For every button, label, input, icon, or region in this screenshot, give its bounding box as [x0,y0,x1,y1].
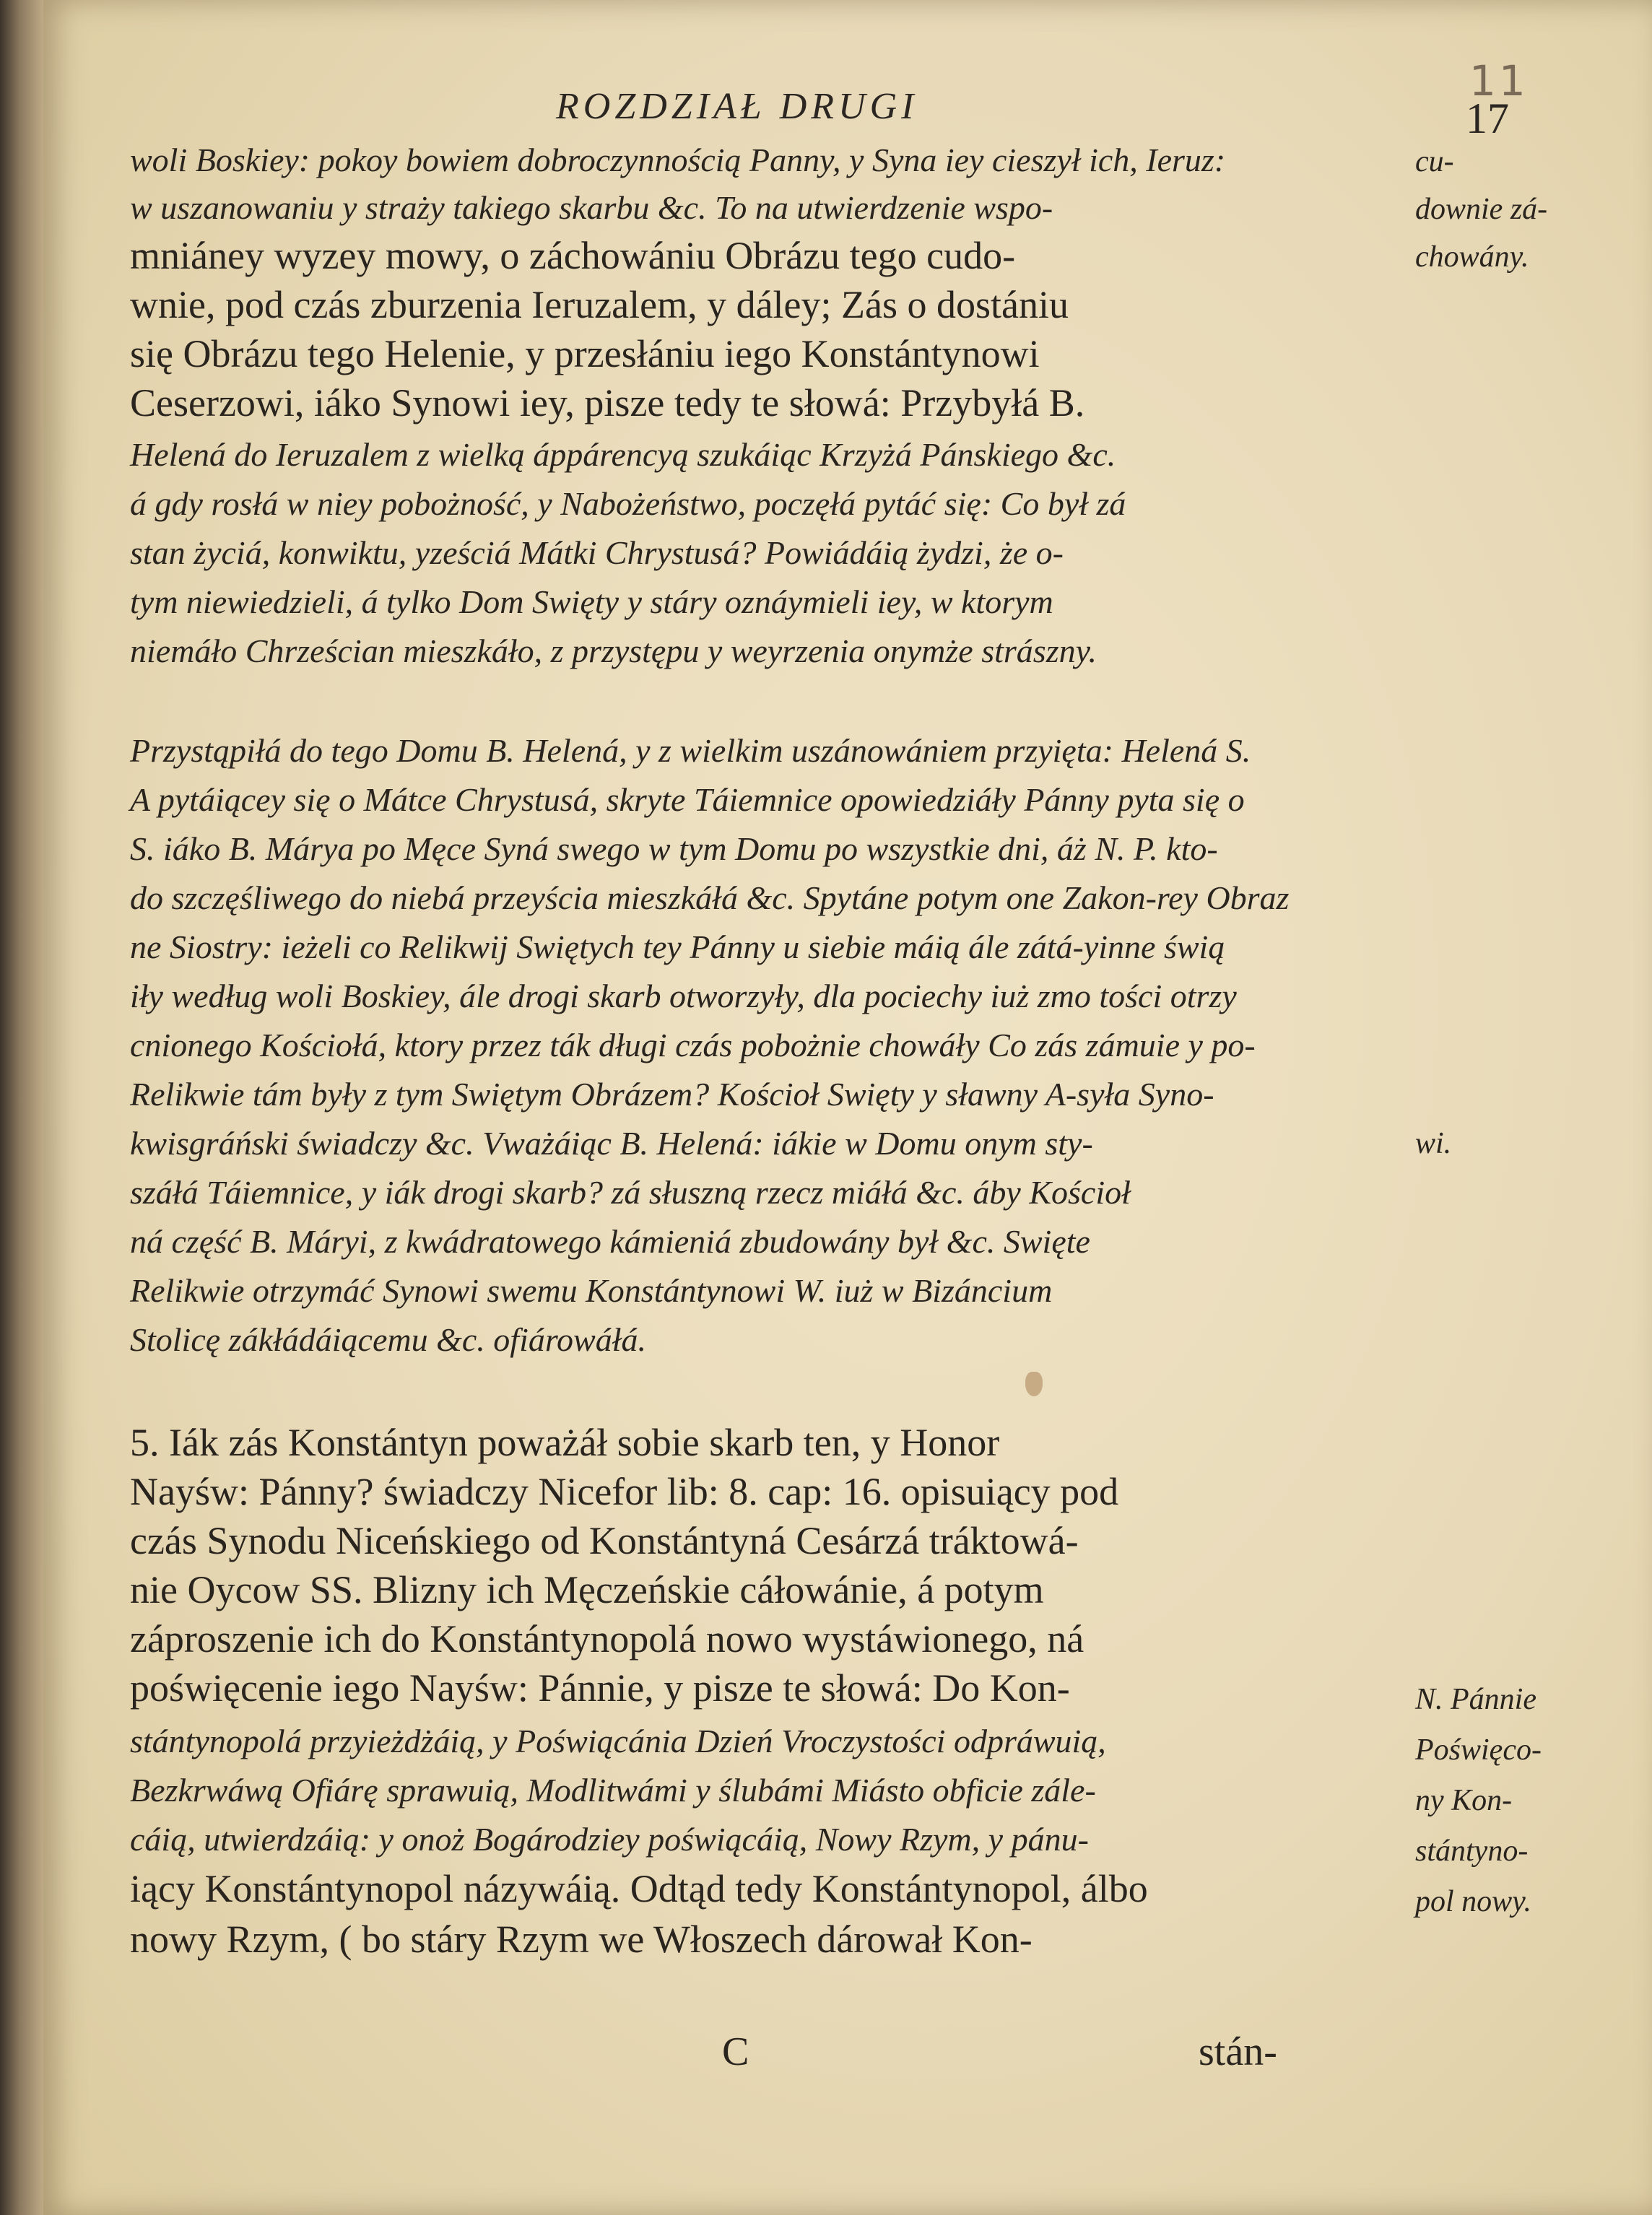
margin-note: wi. [1415,1127,1452,1160]
margin-note: N. Pánnie [1415,1683,1536,1716]
text-line: iący Konstántynopol názywáią. Odtąd tedy Konstántynopol, álbo [130,1867,1148,1910]
text-line: iły według woli Boskiey, ále drogi skarb otworzyły, dla pociechy iuż zmo tości otrzy [130,978,1237,1014]
text-line: tym niewiedzieli, á tylko Dom Swięty y stáry oznáymieli iey, w ktorym [130,583,1053,620]
text-line: 5. Iák zás Konstántyn poważáł sobie skarb ten, y Honor [130,1421,1000,1464]
text-line: Stolicę zákłádáiącemu &c. ofiárowáłá. [130,1321,647,1358]
text-line: cáią, utwierdzáią: y onoż Bogárodziey poświącáią, Nowy Rzym, y pánu- [130,1821,1089,1858]
text-line: nie Oycow SS. Blizny ich Męczeńskie cáłowánie, á potym [130,1568,1044,1611]
text-line: Relikwie tám były z tym Swiętym Obrázem? Kościoł Swięty y sławny A-syła Syno- [130,1076,1214,1113]
margin-note: Poświęco- [1415,1733,1542,1767]
text-line: záproszenie ich do Konstántynopolá nowo wystáwionego, ná [130,1617,1084,1661]
text-line: Helená do Ieruzalem z wielką áppárencyą szukáiąc Krzyżá Pánskiego &c. [130,436,1116,473]
running-head: ROZDZIAŁ DRUGI [556,86,918,127]
text-line: stántynopolá przyieżdżáią, y Poświącánia Dzień Vroczystości odpráwuią, [130,1723,1106,1759]
margin-note: stántyno- [1415,1835,1529,1868]
text-line: A pytáiącey się o Mátce Chrystusá, skryte Táiemnice opowiedziáły Pánny pyta się o [130,781,1245,818]
page-number: 17 [1466,95,1509,142]
text-line: ne Siostry: ieżeli co Relikwij Swiętych tey Pánny u siebie máią ále zátá-yinne świą [130,928,1225,965]
text-line: się Obrázu tego Helenie, y przesłániu iego Konstántynowi [130,332,1040,375]
text-line: poświęcenie iego Nayśw: Pánnie, y pisze te słowá: Do Kon- [130,1666,1070,1710]
text-line: wnie, pod czás zburzenia Ieruzalem, y dáley; Zás o dostániu [130,283,1069,326]
text-line: Relikwie otrzymáć Synowi swemu Konstántynowi W. iuż w Bizáncium [130,1272,1053,1309]
text-line: stan życiá, konwiktu, yześciá Mátki Chrystusá? Powiádáią żydzi, że o- [130,534,1064,571]
text-line: mniáney wyzey mowy, o záchowániu Obrázu tego cudo- [130,234,1016,277]
margin-note: chowány. [1415,240,1529,274]
text-line: Ceserzowi, iáko Synowi iey, pisze tedy te słowá: Przybyłá B. [130,381,1085,425]
text-line: Nayśw: Pánny? świadczy Nicefor lib: 8. cap: 16. opisuiący pod [130,1470,1119,1513]
margin-note: cu- [1415,145,1454,178]
ink-stain [1025,1372,1043,1396]
signature-mark: C [722,2029,749,2074]
text-line: Bezkrwáwą Ofiárę sprawuią, Modlitwámi y ślubámi Miásto obficie zále- [130,1772,1096,1809]
text-line: Przystąpiłá do tego Domu B. Helená, y z wielkim uszánowániem przyięta: Helená S. [130,732,1251,769]
text-line: cnionego Kościołá, ktory przez ták długi czás pobożnie chowáły Co zás zámuie y po- [130,1027,1256,1063]
text-line: czás Synodu Niceńskiego od Konstántyná Cesárzá tráktowá- [130,1519,1079,1562]
text-line: kwisgráński świadczy &c. Vważáiąc B. Helená: iákie w Domu onym sty- [130,1125,1093,1162]
margin-note: pol nowy. [1415,1885,1532,1918]
handwritten-folio-number: 11 [1469,56,1529,105]
text-line: niemáło Chrześcian mieszkáło, z przystępu y weyrzenia onymże strászny. [130,632,1097,669]
text-line: woli Boskiey: pokoy bowiem dobroczynnością Panny, y Syna iey cieszył ich, Ieruz: [130,142,1226,178]
margin-note: ny Kon- [1415,1784,1513,1817]
text-line: w uszanowaniu y straży takiego skarbu &c. To na utwierdzenie wspo- [130,189,1053,226]
text-line: nowy Rzym, ( bo stáry Rzym we Włoszech dárował Kon- [130,1918,1032,1961]
text-line: á gdy rosłá w niey pobożność, y Nabożeństwo, poczęłá pytáć się: Co był zá [130,485,1126,522]
text-line: S. iáko B. Márya po Męce Syná swego w tym Domu po wszystkie dni, áż N. P. kto- [130,830,1218,867]
margin-note: downie zá- [1415,193,1548,226]
text-line: ná część B. Máryi, z kwádratowego kámieniá zbudowány był &c. Swięte [130,1223,1090,1260]
catchword: stán- [1199,2029,1277,2074]
text-line: száłá Táiemnice, y iák drogi skarb? zá słuszną rzecz miáłá &c. áby Kościoł [130,1174,1131,1211]
text-line: do szczęśliwego do niebá przeyścia mieszkáłá &c. Spytáne potym one Zakon-rey Obraz [130,879,1290,916]
